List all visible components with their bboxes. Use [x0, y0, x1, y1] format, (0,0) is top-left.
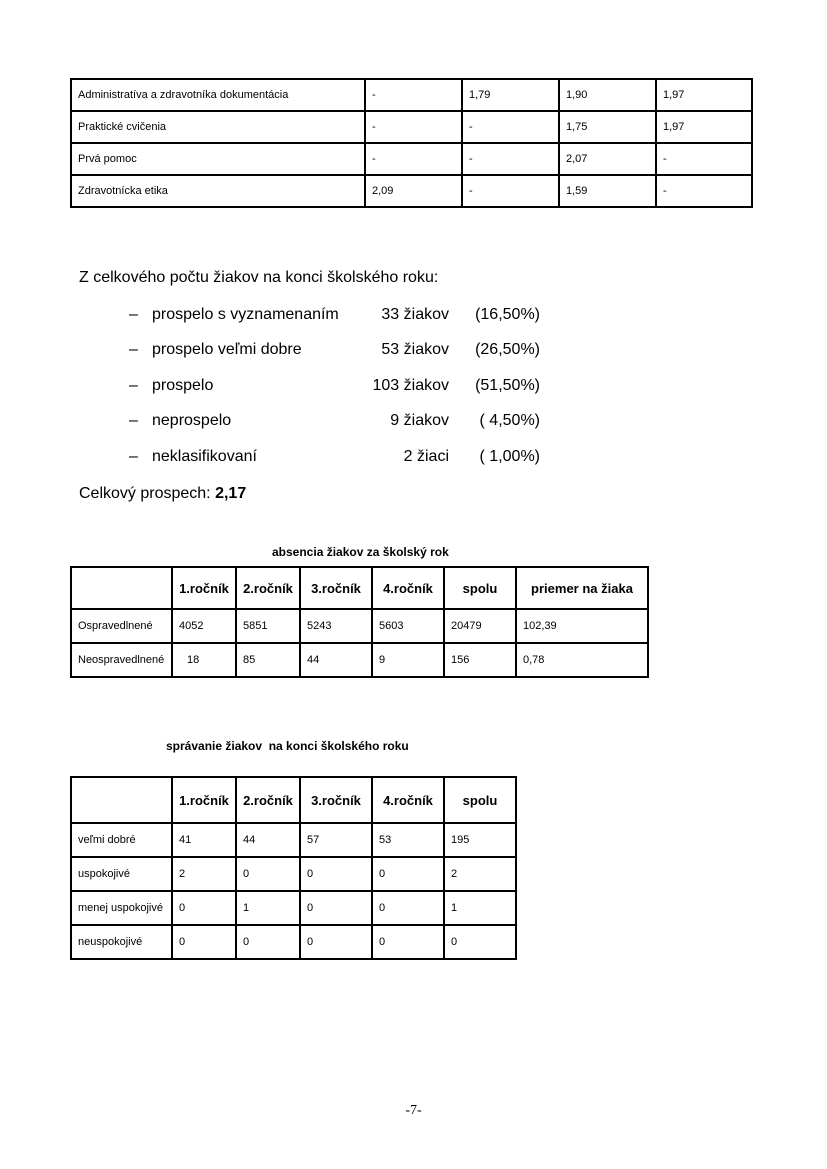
behavior-table [70, 776, 517, 960]
result-item [0, 306, 827, 326]
result-count: 103 žiakov [372, 377, 449, 394]
result-count: 53 žiakov [381, 341, 449, 358]
table-row [71, 925, 516, 959]
column-header: 2.ročník [236, 567, 300, 609]
grade-cell: - [365, 111, 462, 143]
subject-name: Praktické cvičenia [71, 111, 365, 143]
table-row [71, 143, 752, 175]
table-cell: 1 [444, 891, 516, 925]
overall-result-value: 2,17 [215, 485, 247, 502]
grade-cell: 2,09 [365, 175, 462, 207]
grade-cell: 2,07 [559, 143, 656, 175]
grade-cell: 1,79 [462, 79, 559, 111]
list-dash: – [129, 412, 138, 429]
table-row [71, 79, 752, 111]
column-header: 1.ročník [172, 567, 236, 609]
table-cell: 0 [300, 857, 372, 891]
result-label: neklasifikovaní [152, 448, 257, 465]
table-cell: 0 [236, 857, 300, 891]
result-percent: ( 4,50%) [479, 412, 540, 429]
table-row [71, 175, 752, 207]
row-label: Ospravedlnené [71, 609, 172, 643]
result-percent: ( 1,00%) [479, 448, 540, 465]
subject-name: Administratíva a zdravotníka dokumentácia [71, 79, 365, 111]
list-dash: – [129, 341, 138, 358]
row-label: Neospravedlnené [71, 643, 172, 677]
result-percent: (16,50%) [475, 306, 540, 323]
column-header: 3.ročník [300, 777, 372, 823]
list-dash: – [129, 306, 138, 323]
result-percent: (26,50%) [475, 341, 540, 358]
column-header: priemer na žiaka [516, 567, 648, 609]
table-row [71, 111, 752, 143]
table-cell: 2 [444, 857, 516, 891]
result-count: 2 žiaci [403, 448, 449, 465]
column-header: spolu [444, 567, 516, 609]
result-count: 33 žiakov [381, 306, 449, 323]
table-cell: 0 [372, 857, 444, 891]
grade-cell: - [462, 175, 559, 207]
grade-cell: - [365, 79, 462, 111]
table-cell: 0 [172, 891, 236, 925]
grade-cell: 1,59 [559, 175, 656, 207]
table-cell: 41 [172, 823, 236, 857]
table-cell: 156 [444, 643, 516, 677]
results-intro: Z celkového počtu žiakov na konci školského roku: [79, 269, 439, 286]
table-cell: 0 [300, 891, 372, 925]
column-header: 4.ročník [372, 777, 444, 823]
table-cell: 5243 [300, 609, 372, 643]
column-header: 3.ročník [300, 567, 372, 609]
row-label: uspokojivé [71, 857, 172, 891]
row-label: veľmi dobré [71, 823, 172, 857]
table-cell: 1 [236, 891, 300, 925]
column-header: 1.ročník [172, 777, 236, 823]
subject-name: Prvá pomoc [71, 143, 365, 175]
table-cell: 0 [372, 891, 444, 925]
table-cell: 85 [236, 643, 300, 677]
column-header: 4.ročník [372, 567, 444, 609]
grade-cell: - [462, 111, 559, 143]
grade-cell: - [365, 143, 462, 175]
table-cell: 0 [444, 925, 516, 959]
page-number: -7- [405, 1103, 422, 1118]
list-dash: – [129, 448, 138, 465]
table-cell: 0 [236, 925, 300, 959]
subject-grades-table [70, 78, 753, 208]
table-cell: 4052 [172, 609, 236, 643]
table-cell: 53 [372, 823, 444, 857]
grade-cell: - [656, 175, 752, 207]
table-row [71, 643, 648, 677]
grade-cell: - [462, 143, 559, 175]
row-label: neuspokojivé [71, 925, 172, 959]
result-label: prospelo s vyznamenaním [152, 306, 339, 323]
result-label: neprospelo [152, 412, 232, 429]
table-cell: 44 [236, 823, 300, 857]
result-item [0, 341, 827, 361]
subject-name: Zdravotnícka etika [71, 175, 365, 207]
result-item [0, 377, 827, 397]
result-label: prospelo veľmi dobre [152, 341, 302, 358]
table-cell: 195 [444, 823, 516, 857]
result-count: 9 žiakov [390, 412, 449, 429]
table-header-row [71, 777, 516, 823]
table-row [71, 609, 648, 643]
table-cell: 20479 [444, 609, 516, 643]
result-label: prospelo [152, 377, 214, 394]
list-dash: – [129, 377, 138, 394]
table-cell: 2 [172, 857, 236, 891]
behavior-table-caption: správanie žiakov na konci školského roku [166, 739, 409, 753]
grade-cell: - [656, 143, 752, 175]
table-row [71, 857, 516, 891]
grade-cell: 1,90 [559, 79, 656, 111]
table-cell: 44 [300, 643, 372, 677]
table-cell: 0,78 [516, 643, 648, 677]
result-item [0, 412, 827, 432]
row-label: menej uspokojivé [71, 891, 172, 925]
result-item [0, 448, 827, 468]
table-cell: 57 [300, 823, 372, 857]
overall-result-label: Celkový prospech: [79, 485, 211, 502]
table-row [71, 823, 516, 857]
table-cell: 5851 [236, 609, 300, 643]
absence-table [70, 566, 649, 678]
absence-table-caption: absencia žiakov za školský rok [272, 545, 449, 559]
table-header-row [71, 567, 648, 609]
table-cell: 0 [300, 925, 372, 959]
grade-cell: 1,75 [559, 111, 656, 143]
table-cell: 102,39 [516, 609, 648, 643]
table-cell: 5603 [372, 609, 444, 643]
column-header [71, 777, 172, 823]
column-header [71, 567, 172, 609]
grade-cell: 1,97 [656, 111, 752, 143]
table-cell: 0 [372, 925, 444, 959]
table-row [71, 891, 516, 925]
result-percent: (51,50%) [475, 377, 540, 394]
table-cell: 0 [172, 925, 236, 959]
grade-cell: 1,97 [656, 79, 752, 111]
column-header: 2.ročník [236, 777, 300, 823]
table-cell: 18 [172, 643, 236, 677]
table-cell: 9 [372, 643, 444, 677]
overall-result [79, 485, 246, 503]
column-header: spolu [444, 777, 516, 823]
